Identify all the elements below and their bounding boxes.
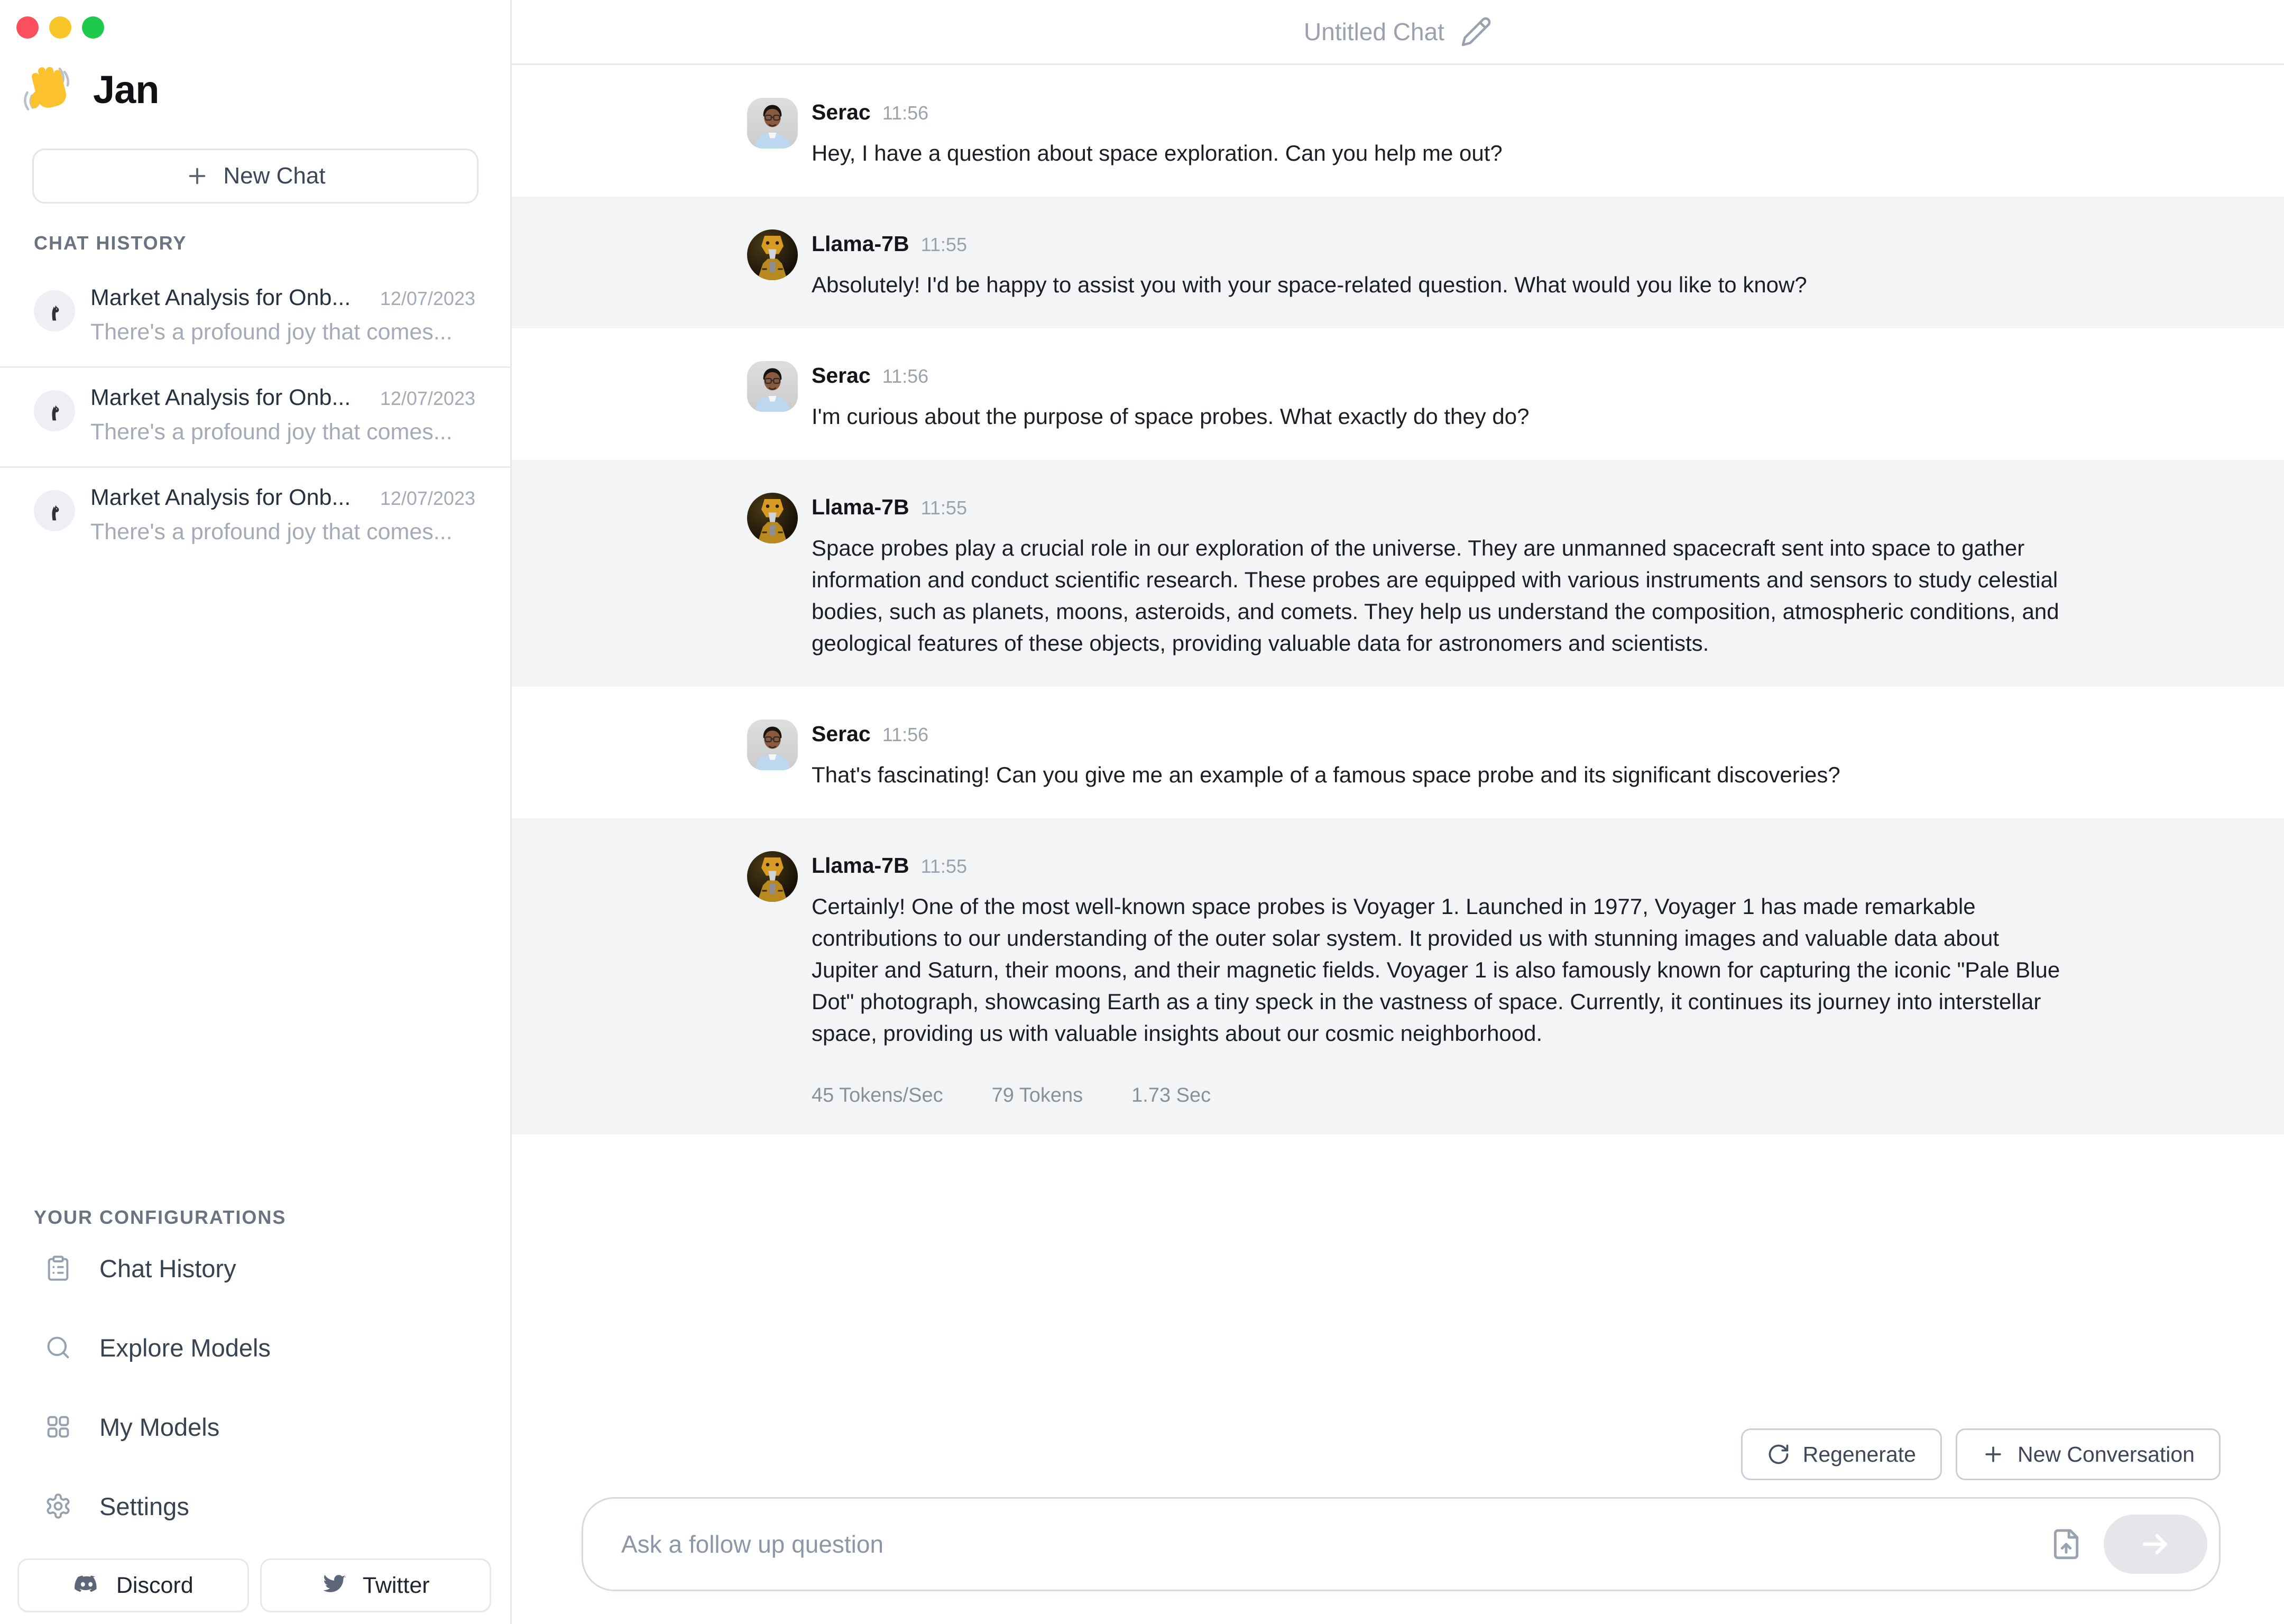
- history-item[interactable]: [0, 366, 510, 466]
- discord-icon: [73, 1574, 100, 1597]
- message-text: I'm curious about the purpose of space probes. What exactly do they do?: [812, 404, 1530, 429]
- history-item-title: Market Analysis for Onb...: [90, 385, 351, 410]
- app-brand: [20, 61, 510, 118]
- pencil-icon[interactable]: [1460, 16, 1492, 48]
- window-controls: [0, 0, 510, 39]
- stat-item: 1.73 Sec: [1131, 1084, 1211, 1106]
- message-text: Certainly! One of the most well-known space probes is Voyager 1. Launched in 1977, Voyager 1 has made remarkable contributions to our understanding of the outer solar system. It provided us with stunning images and valuable data about Jupiter and Saturn, their moons, and their magnetic fields. Voyager 1 is also famously known for capturing the iconic "Pale Blue Dot" photograph, showcasing Earth as a tiny speck in the vastness of space. Currently, it continues its journey into interstellar space, providing us with valuable insights about our cosmic neighborhood.: [812, 894, 2060, 1046]
- stat-item: 45 Tokens/Sec: [812, 1084, 943, 1106]
- send-button[interactable]: [2104, 1515, 2207, 1574]
- social-buttons: [17, 1558, 491, 1612]
- assistant-avatar: [747, 493, 798, 543]
- history-item-date: 12/07/2023: [380, 387, 475, 409]
- refresh-icon: [1767, 1443, 1790, 1466]
- history-item[interactable]: [0, 268, 510, 366]
- user-avatar: [747, 361, 798, 412]
- wave-hand-logo-icon: [20, 61, 77, 118]
- message-row-assistant: [512, 197, 2284, 328]
- message-author: Llama-7B: [812, 232, 909, 256]
- new-chat-label: New Chat: [223, 163, 326, 189]
- message-time: 11:56: [882, 102, 929, 124]
- clipboard-icon: [44, 1254, 72, 1282]
- message-row-user: [512, 328, 2284, 460]
- message-time: 11:55: [920, 497, 967, 519]
- robot-llama-avatar-image: [747, 851, 798, 902]
- message-time: 11:56: [882, 365, 929, 387]
- app-title: Jan: [93, 67, 159, 112]
- person-avatar-image: [747, 361, 798, 412]
- gear-icon: [44, 1492, 72, 1520]
- sidebar-item-label: My Models: [99, 1413, 220, 1441]
- history-item-title: Market Analysis for Onb...: [90, 485, 351, 510]
- person-avatar-image: [747, 98, 798, 149]
- history-item-date: 12/07/2023: [380, 487, 475, 509]
- close-window-button[interactable]: [16, 16, 39, 39]
- message-time: 11:55: [920, 855, 967, 877]
- search-icon: [44, 1334, 72, 1361]
- robot-llama-avatar-image: [747, 229, 798, 280]
- zoom-window-button[interactable]: [82, 16, 104, 39]
- llama-avatar: [34, 390, 75, 431]
- message-author: Serac: [812, 722, 871, 746]
- discord-button[interactable]: [17, 1558, 249, 1612]
- sidebar-item-label: Settings: [99, 1492, 189, 1520]
- history-item-preview: There's a profound joy that comes...: [90, 419, 453, 445]
- arrow-right-icon: [2139, 1527, 2172, 1561]
- sidebar-item-label: Chat History: [99, 1254, 236, 1282]
- history-item-title: Market Analysis for Onb...: [90, 285, 351, 310]
- sidebar-item-my-models[interactable]: [0, 1387, 510, 1466]
- history-item-preview: There's a profound joy that comes...: [90, 319, 453, 345]
- message-text: Absolutely! I'd be happy to assist you with your space-related question. What would you like to know?: [812, 272, 1807, 297]
- message-row-user: [512, 65, 2284, 197]
- composer-actions: [512, 1428, 2284, 1480]
- message-text: Space probes play a crucial role in our exploration of the universe. They are unmanned spacecraft sent into space to gather information and conduct scientific research. These probes are equipped with various instruments and sensors to study celestial bodies, such as planets, moons, asteroids, and comets. They help us understand the composition, atmospheric conditions, and geological features of these objects, providing valuable data for astronomers and scientists.: [812, 536, 2059, 656]
- chat-panel: [512, 0, 2284, 1624]
- chat-header: [512, 0, 2284, 65]
- llama-icon: [42, 499, 67, 523]
- message-time: 11:55: [920, 234, 967, 255]
- user-avatar: [747, 719, 798, 770]
- new-chat-button[interactable]: [32, 149, 478, 204]
- message-input-container: [582, 1497, 2221, 1591]
- configurations-header: YOUR CONFIGURATIONS: [34, 1206, 287, 1228]
- message-input[interactable]: [620, 1529, 2050, 1559]
- message-row-assistant: [512, 460, 2284, 687]
- message-author: Serac: [812, 363, 871, 387]
- sidebar-item-chat-history[interactable]: [0, 1229, 510, 1308]
- person-avatar-image: [747, 719, 798, 770]
- minimize-window-button[interactable]: [49, 16, 71, 39]
- new-conversation-label: New Conversation: [2018, 1442, 2195, 1466]
- llama-avatar: [34, 490, 75, 531]
- twitter-button[interactable]: [260, 1558, 492, 1612]
- robot-llama-avatar-image: [747, 493, 798, 543]
- message-time: 11:56: [882, 724, 929, 745]
- sidebar-item-label: Explore Models: [99, 1333, 271, 1362]
- chat-history-header: CHAT HISTORY: [34, 232, 187, 254]
- regenerate-label: Regenerate: [1802, 1442, 1916, 1466]
- message-author: Llama-7B: [812, 495, 909, 519]
- sidebar-item-explore-models[interactable]: [0, 1308, 510, 1387]
- llama-icon: [42, 299, 67, 323]
- message-text: That's fascinating! Can you give me an example of a famous space probe and its significant discoveries?: [812, 762, 1840, 787]
- plus-icon: [1982, 1443, 2005, 1466]
- chat-history-list: [0, 268, 510, 566]
- twitter-label: Twitter: [362, 1572, 430, 1598]
- message-row-user: [512, 687, 2284, 818]
- sidebar: [0, 0, 512, 1624]
- message-text: Hey, I have a question about space exploration. Can you help me out?: [812, 141, 1503, 165]
- history-item[interactable]: [0, 466, 510, 566]
- message-row-assistant: [512, 818, 2284, 1134]
- message-author: Llama-7B: [812, 853, 909, 878]
- plus-icon: [185, 164, 209, 188]
- assistant-avatar: [747, 851, 798, 902]
- message-list: [512, 65, 2284, 1134]
- llama-avatar: [34, 290, 75, 331]
- history-item-preview: There's a profound joy that comes...: [90, 519, 453, 545]
- twitter-icon: [321, 1574, 347, 1597]
- user-avatar: [747, 98, 798, 149]
- new-conversation-button[interactable]: [1956, 1428, 2221, 1480]
- attach-file-button[interactable]: [2050, 1528, 2083, 1561]
- regenerate-button[interactable]: [1741, 1428, 1942, 1480]
- stat-item: 79 Tokens: [991, 1084, 1083, 1106]
- assistant-avatar: [747, 229, 798, 280]
- composer: [512, 1428, 2284, 1624]
- file-upload-icon: [2050, 1528, 2083, 1561]
- discord-label: Discord: [116, 1572, 194, 1598]
- sidebar-configurations: [0, 1206, 510, 1624]
- chat-title: Untitled Chat: [1304, 18, 1444, 45]
- sidebar-item-settings[interactable]: [0, 1466, 510, 1546]
- llama-icon: [42, 399, 67, 423]
- generation-stats: [812, 1084, 2062, 1107]
- history-item-date: 12/07/2023: [380, 288, 475, 309]
- message-author: Serac: [812, 100, 871, 124]
- grid-icon: [44, 1413, 72, 1441]
